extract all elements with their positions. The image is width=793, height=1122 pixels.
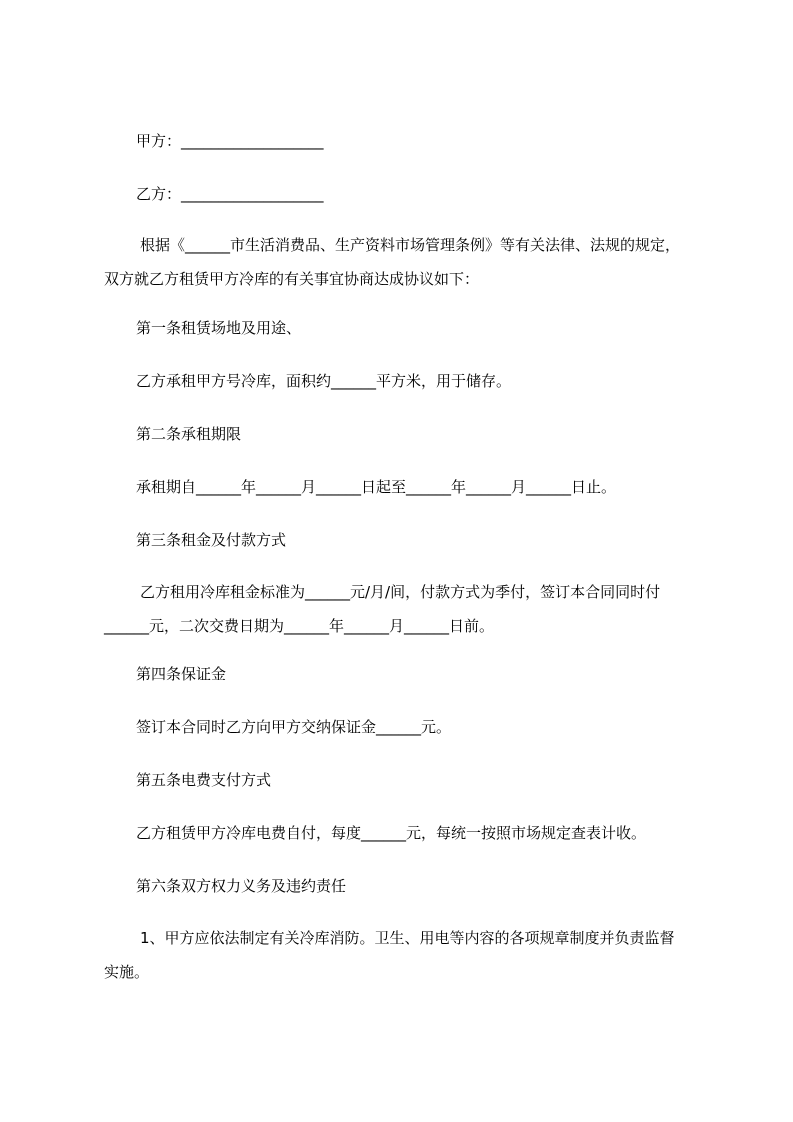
- article-3-paragraph: [104, 575, 660, 643]
- article-6-title: 第六条双方权力义务及违约责任: [136, 877, 347, 895]
- article-5-body: 乙方租赁甲方冷库电费自付，每度______元，每统一按照市场规定查表计收。: [136, 824, 647, 842]
- article-2-body: 承租期自______年______月______日起至______年______月______日止。: [136, 478, 617, 496]
- preamble-paragraph: [104, 228, 680, 296]
- article-3-line-1: 乙方租用冷库租金标准为______元/月/间，付款方式为季付，签订本合同同时付: [140, 583, 661, 601]
- article-4-body: 签订本合同时乙方向甲方交纳保证金______元。: [136, 718, 452, 736]
- preamble-line-1: 根据《______市生活消费品、生产资料市场管理条例》等有关法律、法规的规定，: [140, 236, 681, 254]
- article-6-item-1-line-2: 实施。: [104, 963, 150, 981]
- article-6-item-1: [104, 921, 675, 989]
- article-6-item-1-line-1: 1、甲方应依法制定有关冷库消防。卫生、用电等内容的各项规章制度并负责监督: [140, 929, 675, 947]
- article-5-title: 第五条电费支付方式: [136, 771, 272, 789]
- article-3-title: 第三条租金及付款方式: [136, 531, 287, 549]
- party-a-line: 甲方：___________________: [136, 132, 324, 150]
- article-2-title: 第二条承租期限: [136, 425, 242, 443]
- article-1-title: 第一条租赁场地及用途、: [136, 319, 302, 337]
- article-1-body: 乙方承租甲方号冷库，面积约______平方米，用于储存。: [136, 372, 512, 390]
- preamble-line-2: 双方就乙方租赁甲方冷库的有关事宜协商达成协议如下：: [104, 270, 480, 288]
- article-4-title: 第四条保证金: [136, 665, 227, 683]
- article-3-line-2: ______元，二次交费日期为______年______月______日前。: [104, 617, 495, 635]
- party-b-line: 乙方：___________________: [136, 185, 324, 203]
